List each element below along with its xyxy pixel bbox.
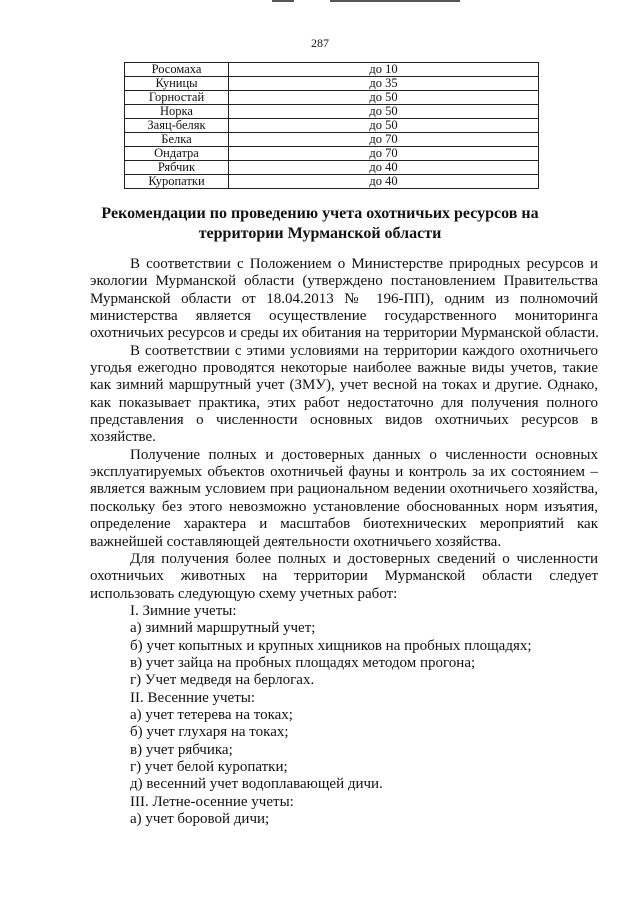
- species-cell: Куницы: [125, 77, 229, 91]
- paragraph-line: министерства является осуществление государственного мониторинга: [90, 308, 598, 325]
- paragraph-line: охотничьих ресурсов и среды их обитания на территории Мурманской области.: [90, 325, 600, 342]
- paragraph-line: угодья ежегодно проводятся некоторые наиболее важные виды учетов, такие: [90, 360, 598, 377]
- paragraph-line: хозяйстве.: [90, 429, 156, 446]
- paragraph-line: важнейшей составляющей деятельности охотничьего хозяйства.: [90, 533, 502, 550]
- paragraph-line: как показывает практика, этих работ недостаточно для получения полного: [90, 394, 598, 411]
- paragraph-line: охотничьих животных на территории Мурманской области следует: [90, 568, 598, 585]
- table-row: [125, 147, 539, 161]
- table-row: [125, 91, 539, 105]
- list-item: б) учет глухаря на токах;: [130, 724, 289, 741]
- value-cell: до 40: [229, 175, 539, 189]
- list-item: а) учет боровой дичи;: [130, 811, 270, 827]
- value-cell: до 70: [229, 147, 539, 161]
- paragraph-line: поскольку без этого невозможно установление обоснованных норм изъятия,: [90, 498, 598, 515]
- scan-artifact: [272, 0, 294, 2]
- list-item: III. Летне-осенние учеты:: [130, 793, 294, 810]
- table-row: [125, 105, 539, 119]
- paragraph-line: Получение полных и достоверных данных о численности основных: [130, 446, 598, 463]
- list-item: д) весенний учет водоплавающей дичи.: [130, 776, 383, 793]
- table-row: [125, 77, 539, 91]
- value-cell: до 50: [229, 119, 539, 133]
- paragraph-line: определение характера и масштабов биотехнических мероприятий как: [90, 516, 598, 533]
- value-cell: до 50: [229, 91, 539, 105]
- paragraph-line: представления о численности основных видов охотничьих ресурсов в: [90, 412, 598, 429]
- paragraph-line: как зимний маршрутный учет (ЗМУ), учет весной на токах и другие. Однако,: [90, 377, 598, 394]
- species-cell: Росомаха: [125, 63, 229, 77]
- table-row: [125, 133, 539, 147]
- paragraph-line: В соответствии с этими условиями на территории каждого охотничьего: [130, 342, 598, 359]
- list-item: в) учет рябчика;: [130, 741, 233, 758]
- list-item: а) зимний маршрутный учет;: [130, 620, 316, 637]
- table-row: [125, 119, 539, 133]
- species-cell: Белка: [125, 133, 229, 147]
- species-cell: Куропатки: [125, 175, 229, 189]
- list-item: II. Весенние учеты:: [130, 689, 256, 706]
- section-title: [0, 204, 640, 244]
- list-item: г) учет белой куропатки;: [130, 758, 288, 775]
- list-item: в) учет зайца на пробных площадях методом прогона;: [130, 654, 476, 671]
- list-item: а) учет тетерева на токах;: [130, 706, 293, 723]
- species-cell: Ондатра: [125, 147, 229, 161]
- species-cell: Заяц-беляк: [125, 119, 229, 133]
- table-row: [125, 161, 539, 175]
- paragraph-line: экологии Мурманской области (утверждено постановлением Правительства: [90, 273, 598, 290]
- list-item: г) Учет медведя на берлогах.: [130, 672, 315, 689]
- paragraph-line: Мурманской области от 18.04.2013 № 196-ПП), одним из полномочий: [90, 290, 598, 307]
- species-cell: Норка: [125, 105, 229, 119]
- section-title-line: Рекомендации по проведению учета охотничьих ресурсов на: [101, 205, 539, 222]
- table-row: [125, 63, 539, 77]
- paragraph-line: Для получения более полных и достоверных сведений о численности: [130, 550, 598, 567]
- value-cell: до 10: [229, 63, 539, 77]
- list-item: I. Зимние учеты:: [130, 602, 237, 619]
- paragraph-line: использовать следующую схему учетных работ:: [90, 585, 398, 602]
- paragraph-line: В соответствии с Положением о Министерстве природных ресурсов и: [130, 256, 598, 272]
- table-row: [125, 175, 539, 189]
- list-item: б) учет копытных и крупных хищников на пробных площадях;: [130, 637, 532, 654]
- value-cell: до 40: [229, 161, 539, 175]
- page-number: 287: [311, 36, 329, 50]
- scan-artifact: [330, 0, 460, 2]
- value-cell: до 70: [229, 133, 539, 147]
- species-cell: Рябчик: [125, 161, 229, 175]
- paragraph-line: эксплуатируемых объектов охотничьей фауны и контроль за их состоянием –: [90, 464, 598, 481]
- value-cell: до 50: [229, 105, 539, 119]
- section-title-line: территории Мурманской области: [198, 225, 442, 242]
- quota-table: [124, 62, 539, 189]
- value-cell: до 35: [229, 77, 539, 91]
- species-cell: Горностай: [125, 91, 229, 105]
- body-text: [90, 256, 598, 828]
- paragraph-line: является важным условием при рациональном ведении охотничьего хозяйства,: [90, 481, 598, 498]
